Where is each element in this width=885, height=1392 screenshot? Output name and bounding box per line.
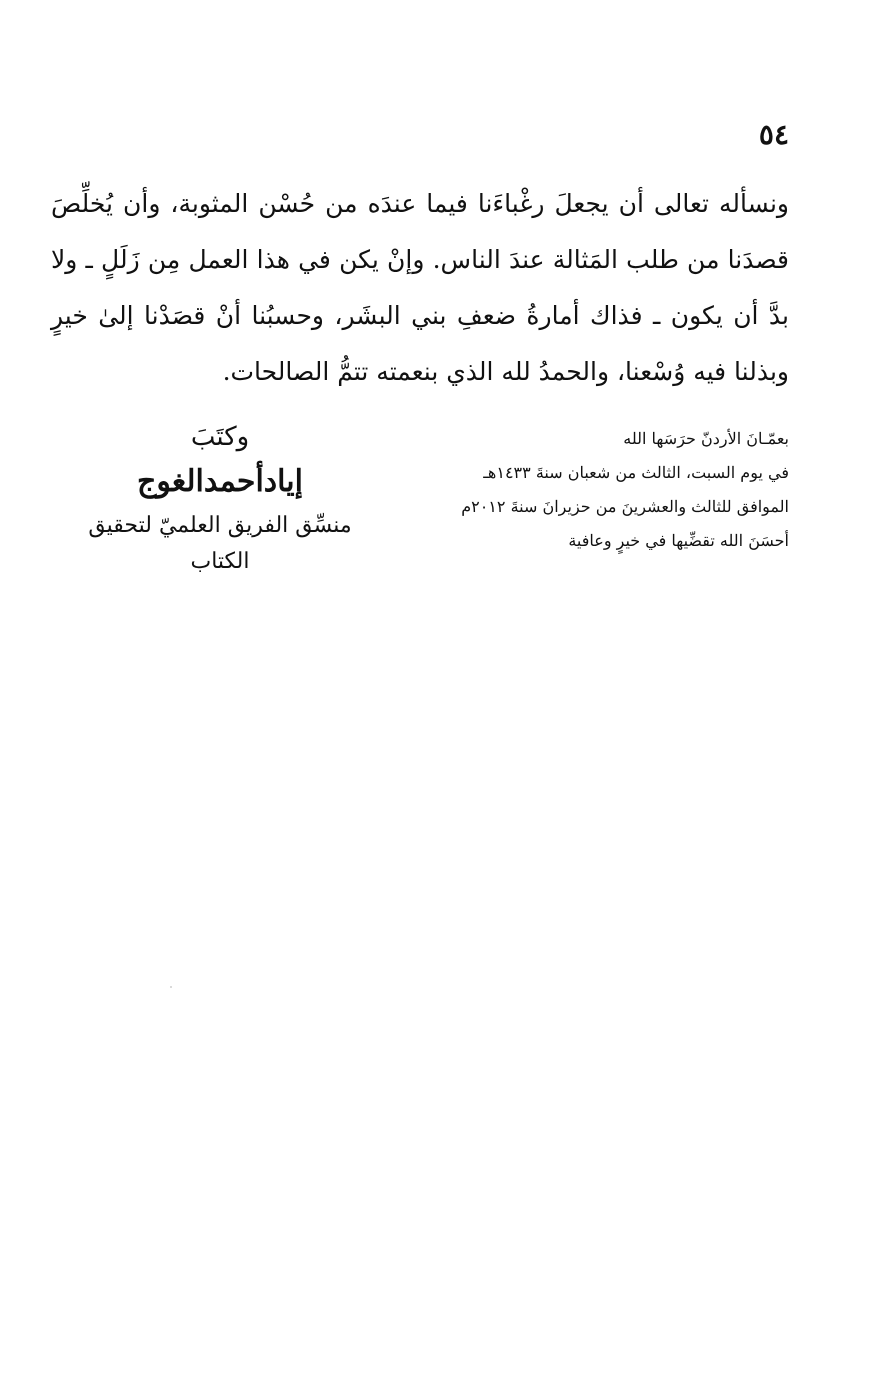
paper-speck xyxy=(170,986,172,988)
body-text xyxy=(51,176,789,400)
colophon-line-gregorian-date: الموافق للثالث والعشرينَ من حزيرانَ سنةَ ٢٠١٢م xyxy=(461,497,789,516)
signature-block xyxy=(60,418,380,580)
colophon-line-hijri-date: في يوم السبت، الثالث من شعبان سنةَ ١٤٣٣هـ xyxy=(483,463,789,482)
body-paragraph: ونسأله تعالى أن يجعلَ رغْباءَنا فيما عندَه من حُسْن المثوبة، وأن يُخلِّصَ قصدَنا من طلب المَثالة عندَ الناس. وإنْ يكن في هذا العمل مِن زَلَلٍ ـ ولا بدَّ أن يكون ـ فذاك أمارةُ ضعفِ بني البشَر، وحسبُنا أنْ قصَدْنا إلىٰ خيرٍ وبذلنا فيه وُسْعنا، والحمدُ لله الذي بنعمته تتمُّ الصالحات. xyxy=(51,189,789,386)
signature-name: إيادأحمدالغوج xyxy=(137,464,303,499)
signature-wrote: وكتَبَ xyxy=(190,422,250,452)
colophon xyxy=(449,422,789,558)
signature-role: منسِّق الفريق العلميّ لتحقيق الكتاب xyxy=(88,513,352,574)
page-number: ٥٤ xyxy=(758,118,789,151)
colophon-line-place: بعمّـانَ الأردنّ حرَسَها الله xyxy=(623,429,789,448)
colophon-line-blessing: أحسَنَ الله تقضِّيها في خيرٍ وعافية xyxy=(568,531,789,550)
